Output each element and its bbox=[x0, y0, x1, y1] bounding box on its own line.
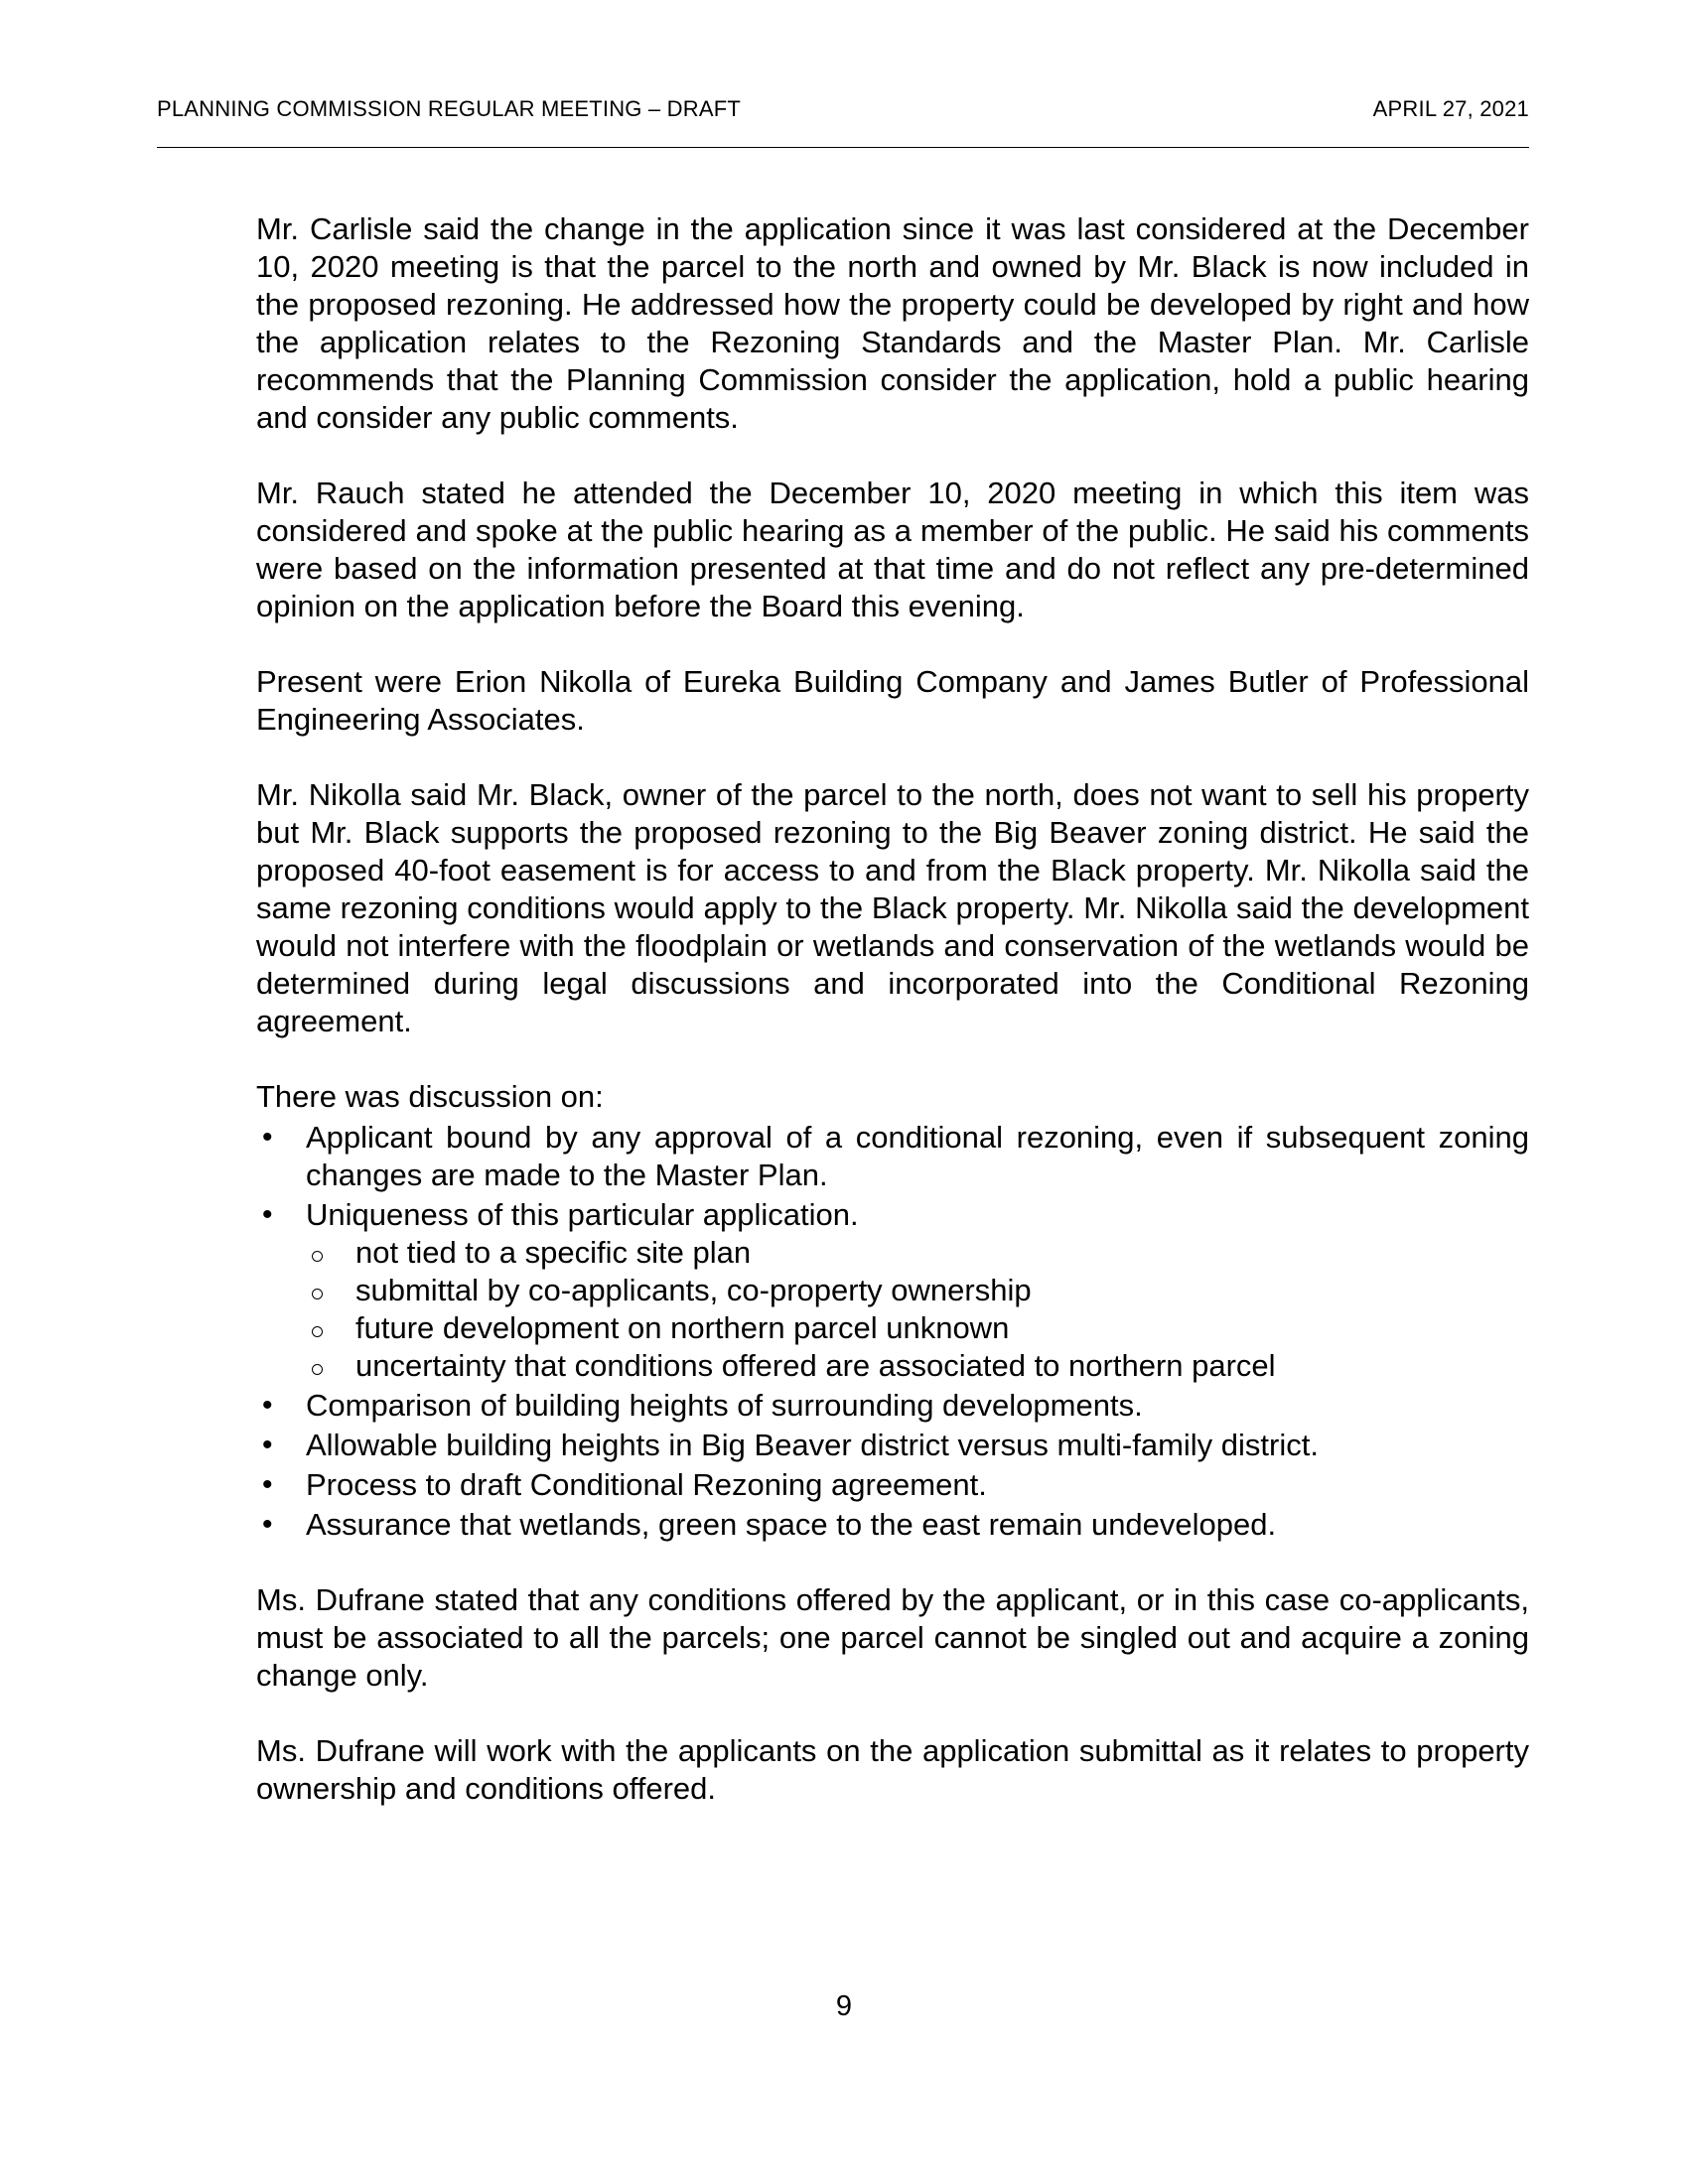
sub-list bbox=[306, 1234, 1529, 1385]
sub-list-item bbox=[306, 1309, 1529, 1347]
bullet-icon: • bbox=[262, 1121, 273, 1154]
paragraph-dufrane-conditions: Ms. Dufrane stated that any conditions offered by the applicant, or in this case co-applicants, must be associated to all the parcels; one parcel cannot be singled out and acquire a zoning change only. bbox=[256, 1582, 1529, 1693]
hollow-circle-icon bbox=[312, 1289, 323, 1299]
list-item-text: Applicant bound by any approval of a conditional rezoning, even if subsequent zoning changes are made to the Master Plan. bbox=[306, 1120, 1529, 1192]
list-item bbox=[256, 1387, 1529, 1425]
header-divider bbox=[157, 147, 1529, 148]
list-item-text: Process to draft Conditional Rezoning agreement. bbox=[306, 1467, 987, 1502]
bullet-icon: • bbox=[262, 1429, 273, 1461]
sub-list-item bbox=[306, 1234, 1529, 1272]
list-item-text: Uniqueness of this particular application. bbox=[306, 1197, 859, 1232]
header-date: APRIL 27, 2021 bbox=[1372, 96, 1529, 121]
list-item-text: Comparison of building heights of surrounding developments. bbox=[306, 1388, 1143, 1423]
sub-list-item-text: uncertainty that conditions offered are associated to northern parcel bbox=[355, 1348, 1276, 1383]
paragraph-carlisle: Mr. Carlisle said the change in the application since it was last considered at the December 10, 2020 meeting is that the parcel to the north and owned by Mr. Black is now included in the proposed rezoning. He addressed how the property could be developed by right and how the application relates to the Rezoning Standards and the Master Plan. Mr. Carlisle recommends that the Planning Commission consider the application, hold a public hearing and consider any public comments. bbox=[256, 211, 1529, 435]
discussion-list bbox=[256, 1119, 1529, 1544]
discussion-intro: There was discussion on: bbox=[256, 1079, 604, 1114]
paragraph-nikolla: Mr. Nikolla said Mr. Black, owner of the parcel to the north, does not want to sell his property but Mr. Black supports the proposed rezoning to the Big Beaver zoning district. He said the proposed 40-foot easement is for access to and from the Black property. Mr. Nikolla said the same rezoning conditions would apply to the Black property. Mr. Nikolla said the development would not interfere with the floodplain or wetlands and conservation of the wetlands would be determined during legal discussions and incorporated into the Conditional Rezoning agreement. bbox=[256, 777, 1529, 1038]
sub-list-item-text: not tied to a specific site plan bbox=[355, 1235, 752, 1270]
list-item bbox=[256, 1196, 1529, 1385]
hollow-circle-icon bbox=[312, 1251, 323, 1262]
list-item bbox=[256, 1506, 1529, 1544]
list-item-text: Assurance that wetlands, green space to the east remain undeveloped. bbox=[306, 1507, 1277, 1542]
document-body bbox=[256, 210, 1529, 1845]
sub-list-item-text: submittal by co-applicants, co-property ownership bbox=[355, 1273, 1032, 1307]
sub-list-item bbox=[306, 1272, 1529, 1309]
page-number: 9 bbox=[835, 1990, 853, 2022]
sub-list-item-text: future development on northern parcel unknown bbox=[355, 1310, 1010, 1345]
list-item bbox=[256, 1466, 1529, 1504]
paragraph-rauch: Mr. Rauch stated he attended the December 10, 2020 meeting in which this item was considered and spoke at the public hearing as a member of the public. He said his comments were based on the information presented at that time and do not reflect any pre-determined opinion on the application before the Board this evening. bbox=[256, 476, 1529, 623]
hollow-circle-icon bbox=[312, 1364, 323, 1375]
list-item bbox=[256, 1119, 1529, 1194]
paragraph-dufrane-work: Ms. Dufrane will work with the applicants on the application submittal as it relates to property ownership and conditions offered. bbox=[256, 1733, 1529, 1806]
bullet-icon: • bbox=[262, 1508, 273, 1541]
sub-list-item bbox=[306, 1347, 1529, 1385]
list-item bbox=[256, 1427, 1529, 1464]
list-item-text: Allowable building heights in Big Beaver district versus multi-family district. bbox=[306, 1428, 1319, 1462]
hollow-circle-icon bbox=[312, 1326, 323, 1337]
bullet-icon: • bbox=[262, 1198, 273, 1231]
header-title: PLANNING COMMISSION REGULAR MEETING – DRAFT bbox=[157, 96, 742, 121]
bullet-icon: • bbox=[262, 1389, 273, 1422]
bullet-icon: • bbox=[262, 1468, 273, 1501]
paragraph-present: Present were Erion Nikolla of Eureka Building Company and James Butler of Professional Engineering Associates. bbox=[256, 664, 1529, 737]
